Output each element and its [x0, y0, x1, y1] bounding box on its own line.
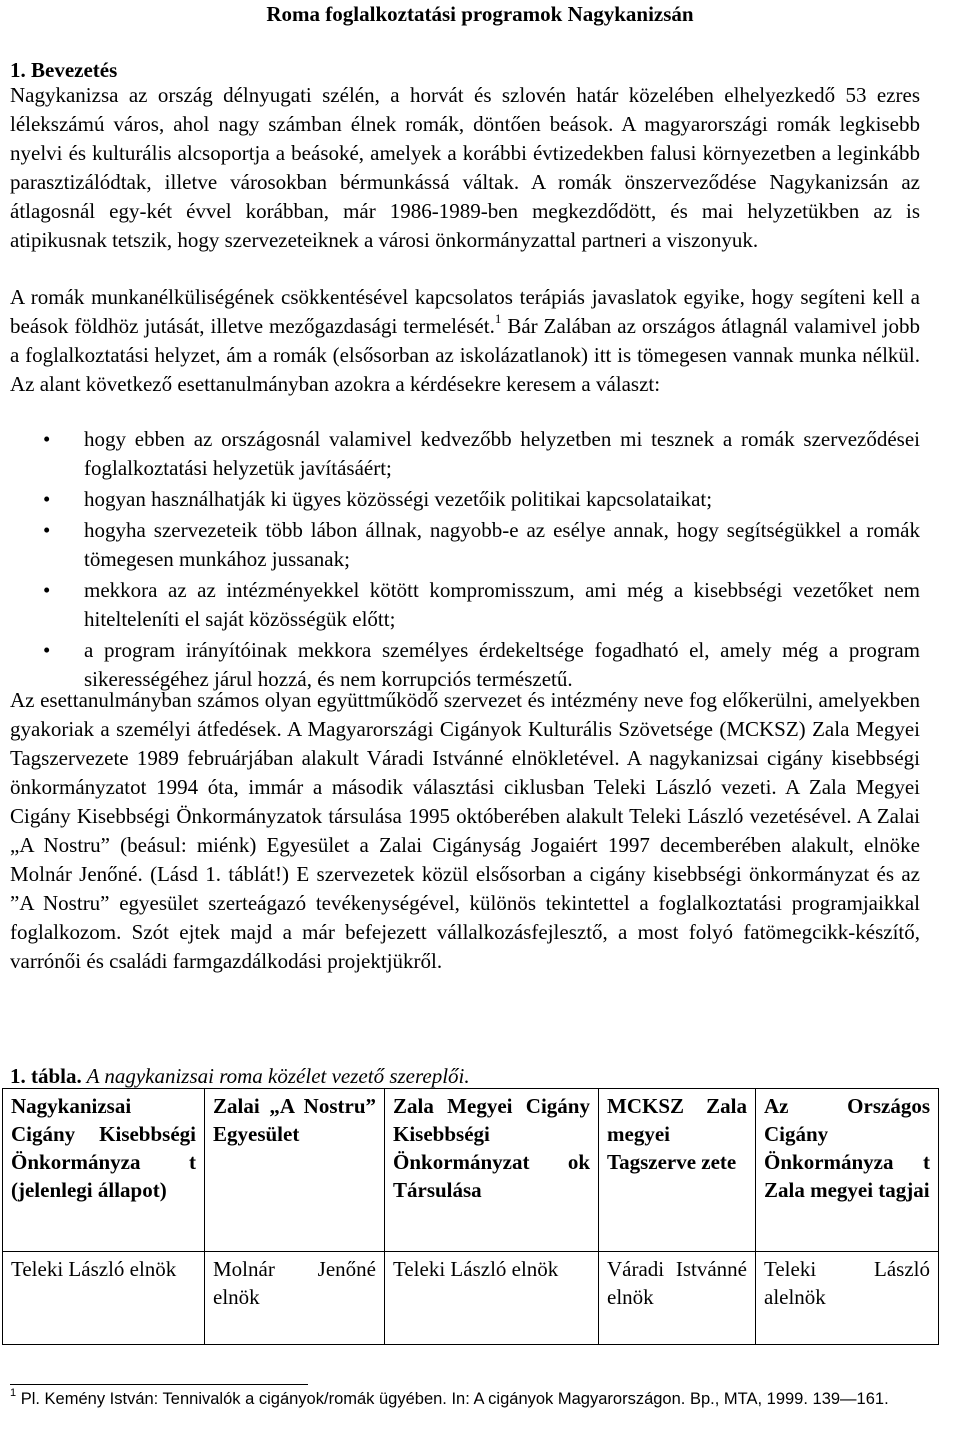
- research-questions-list: [10, 425, 920, 696]
- list-item-text: hogyha szervezeteik több lábon állnak, nagyobb-e az esélye annak, hogy segítségükkel a romák tömegesen munkához jussanak;: [84, 518, 920, 571]
- table-cell: Teleki László elnök: [385, 1252, 599, 1345]
- table-header-cell: Zalai „A Nostru” Egyesület: [205, 1089, 385, 1252]
- footnote-reference[interactable]: 1: [494, 311, 502, 326]
- bullet-icon: •: [43, 487, 51, 511]
- list-item-text: mekkora az az intézményekkel kötött kompromisszum, ami még a kisebbségi vezetőket nem hitelteleníti el saját közösségük előtt;: [84, 578, 920, 631]
- table-header-cell: MCKSZ Zala megyei Tagszerve zete: [599, 1089, 756, 1252]
- list-item: [10, 485, 920, 514]
- list-item: [10, 576, 920, 634]
- document-title: Roma foglalkoztatási programok Nagykanizsán: [266, 2, 694, 26]
- table-cell: Teleki László alelnök: [756, 1252, 939, 1345]
- table-cell: Teleki László elnök: [3, 1252, 205, 1345]
- bullet-icon: •: [43, 638, 51, 662]
- bullet-icon: •: [43, 518, 51, 542]
- paragraph-text-continued: Bár Zalában az országos átlagnál valamivel jobb a foglalkoztatási helyzet, ám a romák (elsősorban az iskolázatlanok) itt is tömegesen vannak munka nélkül. Az alant következő esettanulmányban azokra a kérdésekre keresem a választ:: [10, 314, 921, 396]
- bullet-icon: •: [43, 427, 51, 451]
- table-caption: [10, 1064, 470, 1088]
- organizations-paragraph: Az esettanulmányban számos olyan együttműködő szervezet és intézmény neve fog előkerülni, amelyekben gyakoriak a személyi átfedések. A Magyarországi Cigányok Kulturális Szövetsége (MCKSZ) Zala Megyei Tagszervezete 1989 februárjában alakult Váradi Istvánné elnökletével. A nagykanizsai cigány kisebbségi önkormányzatot 1994 óta, immár a második választási ciklusban Teleki László vezeti. A Zala Megyei Cigány Kisebbségi Önkormányzatok társulása 1995 októberében alakult Teleki László vezetésével. A Zalai „A Nostru” (beásul: miénk) Egyesület a Zalai Cigányság Jogaiért 1997 decemberében alakult, elnöke Molnár Jenőné. (Lásd 1. táblát!) E szervezetek közül elsősorban a cigány kisebbségi önkormányzat és az ”A Nostru” egyesület szerteágazó tevékenységével, különös tekintettel a foglalkoztatási programjaikkal foglalkozom. Szót ejtek majd a már befejezett vállalkozásfejlesztő, a most folyó fatömegcikk-készítő, varrónői és családi farmgazdálkodási projektjükről.: [10, 688, 920, 973]
- footnote-number: 1: [10, 1386, 17, 1399]
- list-item-text: hogy ebben az országosnál valamivel kedvezőbb helyzetben mi tesznek a romák szerveződései foglalkoztatási helyzetük javításáért;: [84, 427, 920, 480]
- section-heading: 1. Bevezetés: [10, 58, 118, 82]
- table-cell: Molnár Jenőné elnök: [205, 1252, 385, 1345]
- list-item: [10, 425, 920, 483]
- intro-paragraph: Nagykanizsa az ország délnyugati szélén, a horvát és szlovén határ közelében elhelyezkedő 53 ezres lélekszámú város, ahol nagy számban élnek romák, döntően beások. A magyarországi romák legkisebb nyelvi és kulturális alcsoportja a beásoké, amelyek a korábbi évtizedekben falusi környezetben a leginkább parasztizálódtak, illetve városokban bérmunkássá váltak. A romák önszerveződése Nagykanizsán az átlagosnál egy-két évvel korábban, már 1986-1989-ben megkezdődött, és mai helyzetükben az is atipikusnak tetszik, hogy szervezeteiknek a városi önkormányzattal partneri a viszonyuk.: [10, 83, 920, 252]
- leaders-table: [2, 1088, 939, 1345]
- table-cell: Váradi Istvánné elnök: [599, 1252, 756, 1345]
- research-questions-paragraph: [10, 283, 920, 399]
- bullet-icon: •: [43, 578, 51, 602]
- table-label: 1. tábla.: [10, 1064, 82, 1088]
- table-header-cell: Nagykanizsai Cigány Kisebbségi Önkormányza t (jelenlegi állapot): [3, 1089, 205, 1252]
- footnote-separator: [10, 1384, 308, 1385]
- paragraph-text: A romák munkanélküliségének csökkentésével kapcsolatos terápiás javaslatok egyike, hogy segíteni kell a beások földhöz jutását, illetve mezőgazdasági termelését.: [10, 285, 920, 338]
- list-item-text: a program irányítóinak mekkora személyes érdekeltsége fogadható el, amely még a program sikerességéhez járul hozzá, és nem korrupciós természetű.: [84, 638, 920, 691]
- footnote: [10, 1388, 950, 1411]
- table-header-cell: Zala Megyei Cigány Kisebbségi Önkormányzat ok Társulása: [385, 1089, 599, 1252]
- table-header-row: [3, 1089, 939, 1252]
- footnote-text: Pl. Kemény István: Tennivalók a cigányok/romák ügyében. In: A cigányok Magyarországon. Bp., MTA, 1999. 139—161.: [16, 1390, 889, 1408]
- table-caption-text: A nagykanizsai roma közélet vezető szereplői.: [81, 1064, 470, 1088]
- list-item: [10, 516, 920, 574]
- list-item-text: hogyan használhatják ki ügyes közösségi vezetőik politikai kapcsolataikat;: [84, 487, 713, 511]
- table-row: [3, 1252, 939, 1345]
- table-header-cell: Az Országos Cigány Önkormányza t Zala megyei tagjai: [756, 1089, 939, 1252]
